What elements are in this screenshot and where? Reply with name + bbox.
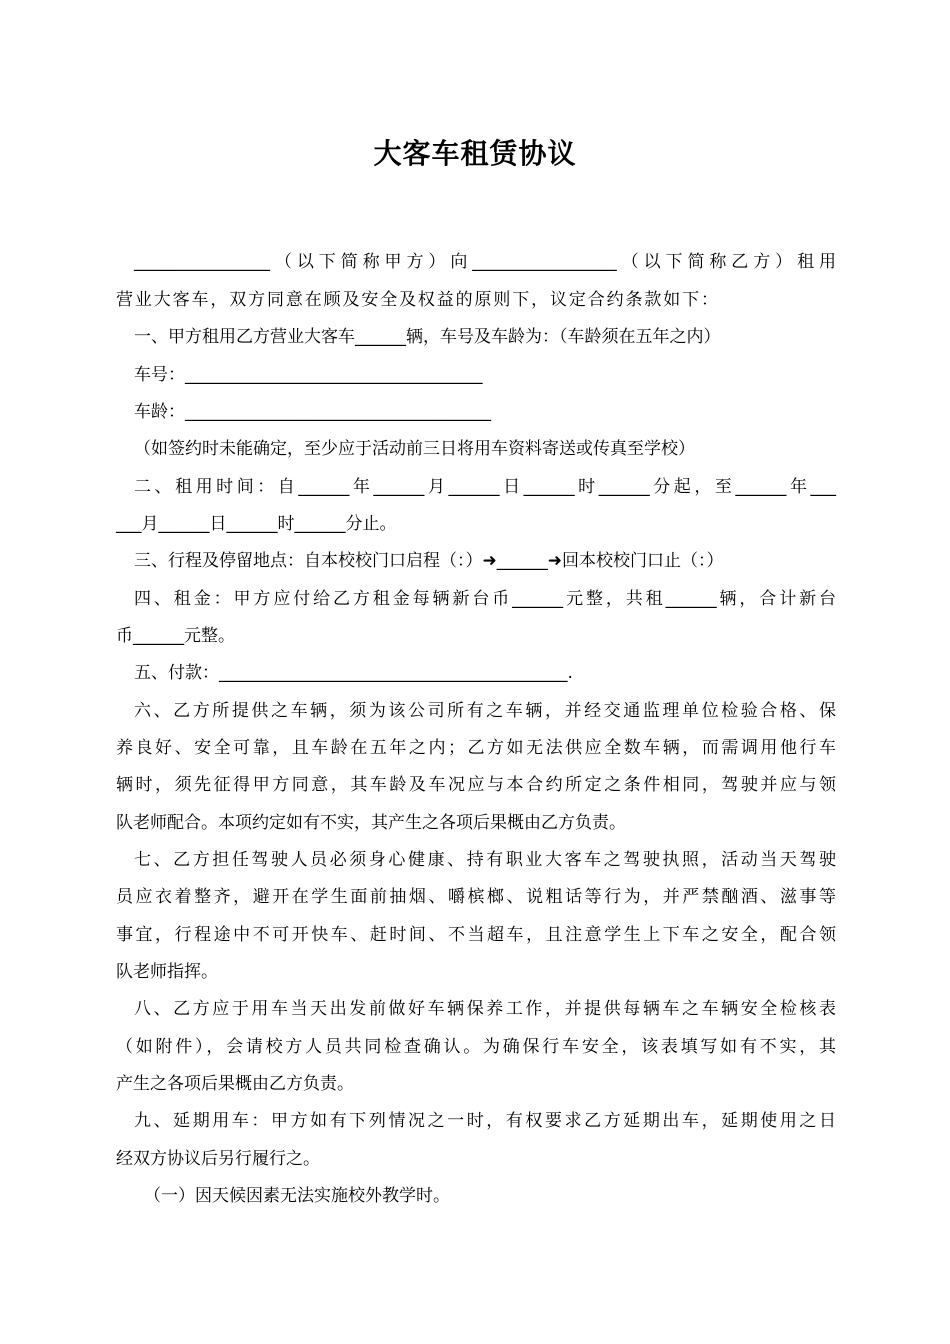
clause-6-line: 辆时，须先征得甲方同意，其车龄及车况应与本合约所定之条件相同，驾驶并应与领 xyxy=(116,775,836,795)
clause-7-line: 七、乙方担任驾驶人员必须身心健康、持有职业大客车之驾驶执照，活动当天驾驶 xyxy=(134,850,836,870)
clause-7-line: 事宜，行程途中不可开快车、赶时间、不当超车，且注意学生上下车之安全，配合领 xyxy=(116,925,836,945)
clause-6-line: 队老师配合。本项约定如有不实，其产生之各项后果概由乙方负责。 xyxy=(116,813,626,833)
vehicle-age-line: 车龄：____________________________________ xyxy=(134,402,491,422)
clause-4-line: 币______元整。 xyxy=(116,626,235,646)
clause-1-line: 一、甲方租用乙方营业大客车______辆，车号及车龄为：（车龄须在五年之内） xyxy=(134,327,721,347)
clause-9-line: 经双方协议后另行履行之。 xyxy=(116,1149,320,1169)
clause-9-item-1: （一）因天候因素无法实施校外教学时。 xyxy=(144,1186,450,1206)
clause-7-line: 队老师指挥。 xyxy=(116,962,218,982)
clause-5-line: 五、付款：_________________________________________. xyxy=(134,663,573,683)
clause-4-line: 四、租金：甲方应付给乙方租金每辆新台币______元整，共租______辆，合计新台 xyxy=(134,589,836,609)
clause-8-line: 八、乙方应于用车当天出发前做好车辆保养工作，并提供每辆车之车辆安全检核表 xyxy=(134,999,836,1019)
note-line: （如签约时未能确定，至少应于活动前三日将用车资料寄送或传真至学校） xyxy=(134,439,695,459)
paragraph-line: ________________（以下简称甲方）向_________________（以下简称乙方）租用 xyxy=(134,252,836,272)
clause-8-line: 产生之各项后果概由乙方负责。 xyxy=(116,1074,354,1094)
document-title: 大客车租赁协议 xyxy=(373,137,577,170)
clause-2-line: ___月______日______时______分止。 xyxy=(116,514,397,534)
clause-8-line: （如附件），会请校方人员共同检查确认。为确保行车安全，该表填写如有不实，其 xyxy=(116,1037,836,1057)
clause-6-line: 六、乙方所提供之车辆，须为该公司所有之车辆，并经交通监理单位检验合格、保 xyxy=(134,701,836,721)
clause-6-line: 养良好、安全可靠，且车龄在五年之内；乙方如无法供应全数车辆，而需调用他行车 xyxy=(116,738,836,758)
clause-2-line: 二、租用时间：自______年______月______日______时______分起，至______年___ xyxy=(134,477,836,497)
vehicle-number-line: 车号：___________________________________ xyxy=(134,365,483,385)
clause-9-line: 九、延期用车：甲方如有下列情况之一时，有权要求乙方延期出车，延期使用之日 xyxy=(134,1111,836,1131)
paragraph-line: 营业大客车，双方同意在顾及安全及权益的原则下，议定合约条款如下： xyxy=(116,290,718,310)
clause-3-line: 三、行程及停留地点：自本校校门口启程（：）➜______➜回本校校门口止（：） xyxy=(134,551,724,571)
clause-7-line: 员应衣着整齐，避开在学生面前抽烟、嚼槟榔、说粗话等行为，并严禁酗酒、滋事等 xyxy=(116,887,836,907)
